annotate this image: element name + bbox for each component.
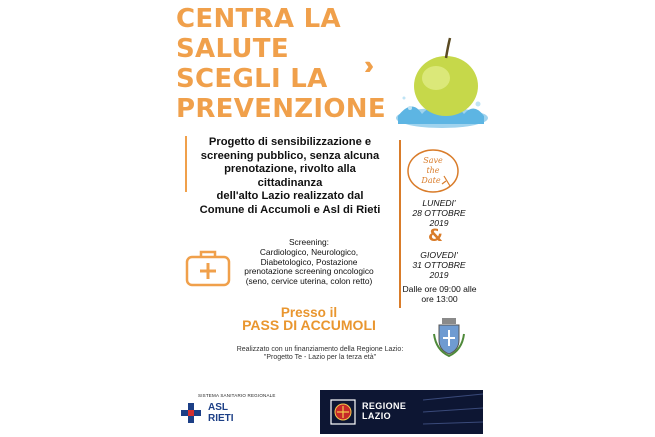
description-line: dell'alto Lazio realizzato dal	[216, 190, 364, 203]
second-date	[405, 250, 473, 280]
title-line: SALUTE	[176, 34, 289, 64]
municipality-coat-of-arms	[432, 316, 466, 358]
screening-line: Cardiologico, Neurologico,	[259, 246, 359, 257]
first-date	[405, 198, 473, 228]
event-location	[234, 306, 384, 332]
description-line: cittadinanza	[257, 176, 323, 189]
title-line: SCEGLI LA	[176, 64, 328, 94]
cross-icon	[180, 402, 202, 424]
apple-splash-image	[392, 28, 488, 128]
title-line: CENTRA LA	[176, 4, 341, 34]
asl-line: RIETI	[208, 412, 234, 424]
lazio-stripes	[423, 390, 483, 434]
screening-line: prenotazione screening oncologico	[244, 266, 374, 277]
asl-name	[208, 403, 234, 424]
lazio-name	[362, 402, 406, 421]
lazio-line: REGIONE	[362, 401, 407, 411]
poster-title	[176, 4, 386, 124]
description-line: Progetto di sensibilizzazione e	[208, 136, 372, 148]
screening-list	[236, 238, 382, 287]
date-label: 31 OTTOBRE 2019	[412, 260, 466, 280]
screening-line: Screening:	[288, 237, 330, 247]
screening-line: (seno, cervice uterina, colon retto)	[245, 276, 373, 287]
location-line: Presso il	[280, 305, 338, 320]
date-label: 28 OTTOBRE 2019	[412, 208, 466, 228]
description-line: screening pubblico, senza alcuna	[200, 149, 380, 162]
project-description	[185, 136, 395, 218]
asl-system-label: SISTEMA SANITARIO REGIONALE	[198, 393, 276, 398]
lazio-line: LAZIO	[362, 410, 391, 421]
date-text: Date	[421, 176, 441, 185]
asl-rieti-logo	[178, 388, 288, 428]
save-text: Save	[423, 156, 443, 165]
regione-lazio-logo	[320, 390, 483, 434]
opening-hours	[402, 284, 477, 304]
lazio-emblem-icon	[328, 397, 358, 427]
the-text: the	[426, 166, 440, 175]
credit-line: "Progetto Te - Lazio per la terza età"	[263, 354, 377, 361]
day-label: LUNEDI'	[422, 198, 456, 208]
save-the-date-badge	[406, 148, 460, 194]
funding-credit	[225, 346, 415, 362]
credit-line: Realizzato con un finanziamento della Regione Lazio:	[236, 346, 404, 353]
hours-line: ore 13:00	[421, 294, 458, 304]
description-line: Comune di Accumoli e Asl di Rieti	[199, 203, 381, 216]
day-label: GIOVEDI'	[420, 250, 458, 260]
chevrons-icon: ›››	[364, 50, 366, 80]
first-aid-kit-icon	[184, 248, 232, 288]
description-line: prenotazione, rivolto alla	[224, 163, 356, 176]
title-line: PREVENZIONE	[176, 94, 386, 124]
vertical-divider	[399, 140, 401, 308]
hours-line: Dalle ore 09:00 alle	[402, 284, 477, 294]
ampersand: &	[428, 226, 443, 246]
screening-line: Diabetologico, Postazione	[260, 256, 358, 267]
location-name: PASS DI ACCUMOLI	[242, 317, 376, 333]
asl-line: ASL	[208, 402, 228, 413]
